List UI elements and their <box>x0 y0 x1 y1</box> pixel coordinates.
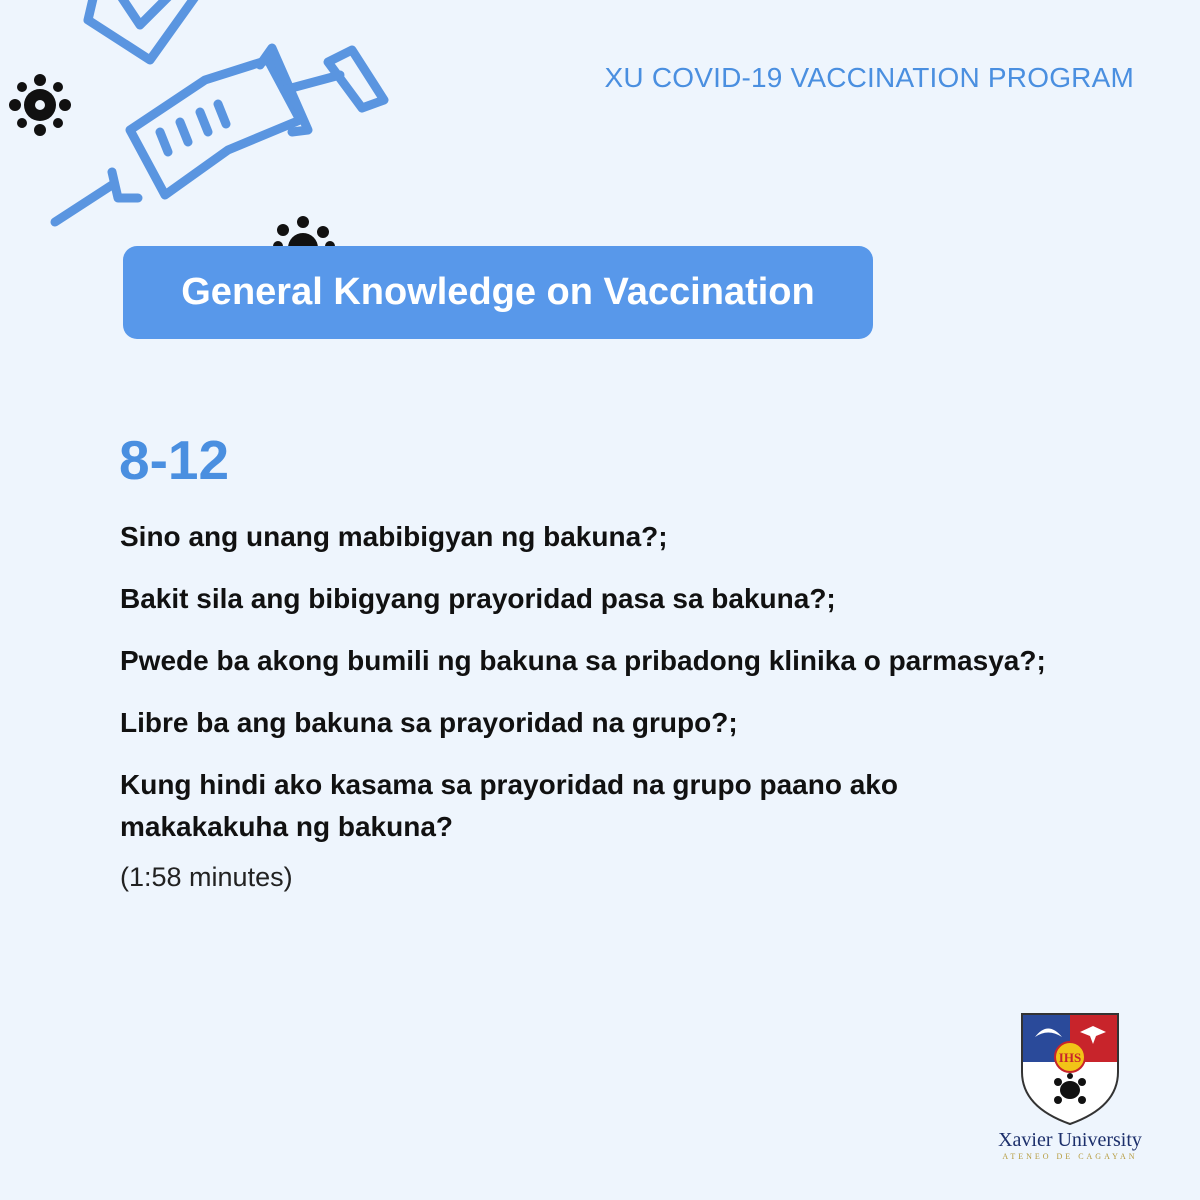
question-5: Kung hindi ako kasama sa prayoridad na grupo paano ako makakakuha ng bakuna? <box>120 769 898 842</box>
question-list <box>120 516 1120 894</box>
question-4: Libre ba ang bakuna sa prayoridad na grupo?; <box>120 707 738 738</box>
program-title: XU COVID-19 VACCINATION PROGRAM <box>604 62 1134 93</box>
question-3: Pwede ba akong bumili ng bakuna sa pribadong klinika o parmasya?; <box>120 645 1046 676</box>
xavier-university-logo <box>985 1012 1155 1161</box>
question-1: Sino ang unang mabibigyan ng bakuna?; <box>120 521 668 552</box>
vaccine-doodles <box>0 0 420 260</box>
crest-monogram: IHS <box>1058 1050 1082 1065</box>
checkmark-icon <box>88 0 200 60</box>
syringe-icon <box>55 48 384 222</box>
item-range: 8-12 <box>119 429 230 491</box>
question-2: Bakit sila ang bibigyang prayoridad pasa sa bakuna?; <box>120 583 836 614</box>
section-banner <box>123 246 873 339</box>
duration-label: (1:58 minutes) <box>120 862 293 892</box>
banner-title: General Knowledge on Vaccination <box>181 271 815 313</box>
logo-subtitle: ATENEO DE CAGAYAN <box>1002 1152 1138 1161</box>
university-crest-icon <box>1020 1012 1120 1127</box>
virus-icon <box>9 74 71 136</box>
logo-name: Xavier University <box>998 1129 1142 1151</box>
